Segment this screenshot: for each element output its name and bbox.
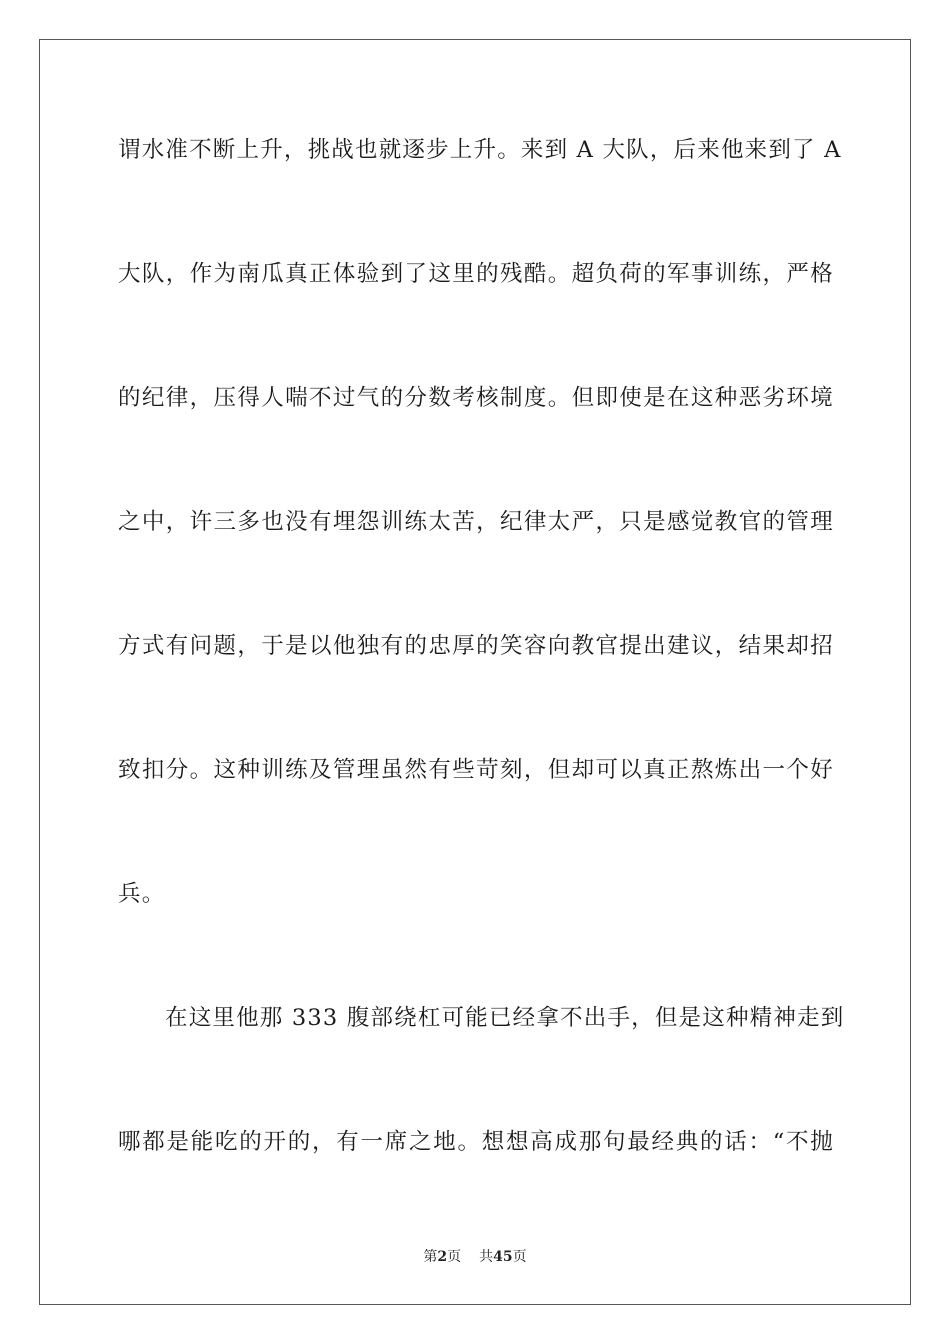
page-number: 2 xyxy=(437,1249,448,1265)
page-suffix: 页 xyxy=(447,1249,462,1265)
total-prefix: 共 xyxy=(479,1249,494,1265)
paragraph-line: 兵。 xyxy=(118,881,166,907)
paragraph-line: 谓水准不断上升，挑战也就逐步上升。来到 A 大队，后来他来到了 A xyxy=(118,137,842,163)
page-footer xyxy=(0,1246,950,1266)
total-suffix: 页 xyxy=(512,1249,527,1265)
paragraph-line: 之中，许三多也没有埋怨训练太苦，纪律太严，只是感觉教官的管理 xyxy=(118,509,834,535)
paragraph-line: 致扣分。这种训练及管理虽然有些苛刻，但却可以真正熬炼出一个好 xyxy=(118,757,834,783)
page-border xyxy=(39,39,911,1305)
paragraph-line: 方式有问题，于是以他独有的忠厚的笑容向教官提出建议，结果却招 xyxy=(118,633,834,659)
paragraph-line: 的纪律，压得人喘不过气的分数考核制度。但即使是在这种恶劣环境 xyxy=(118,385,834,411)
paragraph-line: 大队，作为南瓜真正体验到了这里的残酷。超负荷的军事训练，严格 xyxy=(118,261,834,287)
paragraph-line: 在这里他那 333 腹部绕杠可能已经拿不出手，但是这种精神走到 xyxy=(165,1005,845,1031)
page-total: 45 xyxy=(493,1249,513,1265)
page-prefix: 第 xyxy=(423,1249,438,1265)
paragraph-line: 哪都是能吃的开的，有一席之地。想想高成那句最经典的话：“不抛 xyxy=(118,1129,834,1155)
